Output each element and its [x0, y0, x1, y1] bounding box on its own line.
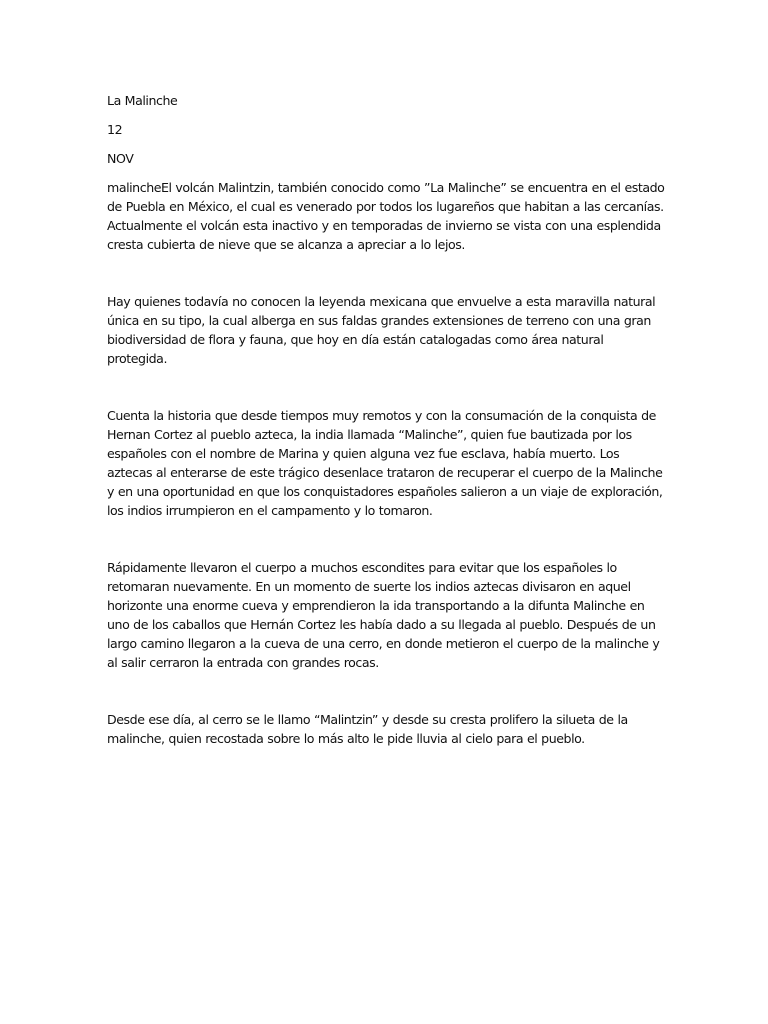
document-title: La Malinche	[107, 93, 178, 108]
paragraph-2: Hay quienes todavía no conocen la leyenda mexicana que envuelve a esta maravilla natural única en su tipo, la cual alberga en sus faldas grandes extensiones de terreno con una gran biodiversidad de flora y fauna, que hoy en día están catalogadas como área natural protegida.	[107, 294, 656, 366]
post-day: 12	[107, 122, 123, 137]
paragraph-3: Cuenta la historia que desde tiempos muy remotos y con la consumación de la conquista de Hernan Cortez al pueblo azteca, la india llamada “Malinche”, quien fue bautizada por los españoles con el nombre de Marina y quien alguna vez fue esclava, había muerto. Los aztecas al enterarse de este trágico desenlace trataron de recuperar el cuerpo de la Malinche y en una oportunidad en que los conquistadores españoles salieron a un viaje de exploración, los indios irrumpieron en el campamento y lo tomaron.	[107, 408, 663, 518]
paragraph-1: malincheEl volcán Malintzin, también conocido como ”La Malinche” se encuentra en el estado de Puebla en México, el cual es venerado por todos los lugareños que habitan a las cercanías. Actualmente el volcán esta inactivo y en temporadas de invierno se vista con una esplendida cresta cubierta de nieve que se alcanza a apreciar a lo lejos.	[107, 180, 665, 252]
document-body	[107, 91, 667, 786]
post-month: NOV	[107, 151, 134, 166]
paragraph-4: Rápidamente llevaron el cuerpo a muchos escondites para evitar que los españoles lo retomaran nuevamente. En un momento de suerte los indios aztecas divisaron en aquel horizonte una enorme cueva y emprendieron la ida transportando a la difunta Malinche en uno de los caballos que Hernán Cortez les había dado a su llegada al pueblo. Después de un largo camino llegaron a la cueva de una cerro, en donde metieron el cuerpo de la malinche y al salir cerraron la entrada con grandes rocas.	[107, 560, 660, 670]
paragraph-5: Desde ese día, al cerro se le llamo “Malintzin” y desde su cresta prolifero la silueta de la malinche, quien recostada sobre lo más alto le pide lluvia al cielo para el pueblo.	[107, 712, 628, 746]
